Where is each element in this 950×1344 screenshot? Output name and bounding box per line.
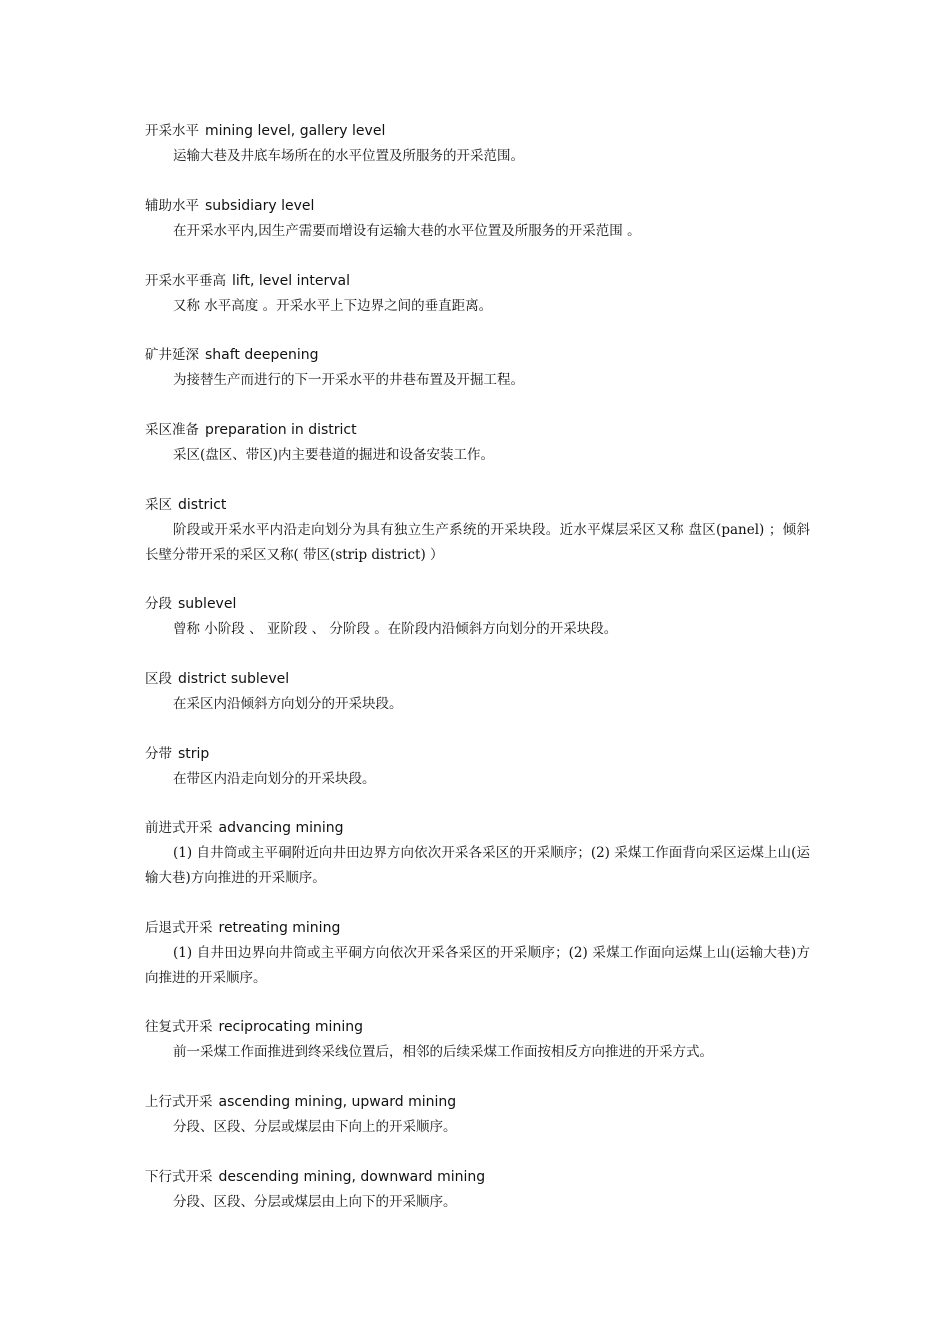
term-heading bbox=[145, 816, 810, 838]
term-english: subsidiary level bbox=[205, 198, 315, 214]
term-definition: 为接替生产而进行的下一开采水平的井巷布置及开掘工程。 bbox=[173, 372, 524, 388]
term-definition: 曾称 小阶段 、 亚阶段 、 分阶段 。在阶段内沿倾斜方向划分的开采块段。 bbox=[173, 621, 618, 637]
term-heading bbox=[145, 269, 810, 291]
glossary-entry bbox=[145, 667, 810, 717]
term-chinese: 前进式开采 bbox=[145, 820, 213, 836]
term-definition: 采区(盘区、带区)内主要巷道的掘进和设备安装工作。 bbox=[173, 447, 495, 463]
glossary-entry bbox=[145, 418, 810, 468]
term-definition: 分段、区段、分层或煤层由上向下的开采顺序。 bbox=[173, 1194, 457, 1210]
glossary-entry bbox=[145, 119, 810, 169]
term-heading bbox=[145, 1015, 810, 1037]
glossary-entry bbox=[145, 592, 810, 642]
term-english: preparation in district bbox=[205, 422, 357, 438]
term-chinese: 下行式开采 bbox=[145, 1169, 213, 1185]
term-english: ascending mining, upward mining bbox=[218, 1094, 457, 1110]
term-heading bbox=[145, 1165, 810, 1187]
term-chinese: 区段 bbox=[145, 671, 172, 687]
term-definition: 在开采水平内,因生产需要而增设有运输大巷的水平位置及所服务的开采范围 。 bbox=[173, 223, 641, 239]
term-heading bbox=[145, 592, 810, 614]
term-chinese: 开采水平垂高 bbox=[145, 273, 226, 289]
term-english: reciprocating mining bbox=[218, 1019, 363, 1035]
glossary-entry bbox=[145, 493, 810, 568]
glossary-entry bbox=[145, 816, 810, 891]
term-chinese: 上行式开采 bbox=[145, 1094, 213, 1110]
term-definition: 在带区内沿走向划分的开采块段。 bbox=[173, 771, 376, 787]
term-english: mining level, gallery level bbox=[205, 123, 386, 139]
term-chinese: 采区 bbox=[145, 497, 172, 513]
term-chinese: 后退式开采 bbox=[145, 920, 213, 936]
term-english: district bbox=[178, 497, 227, 513]
term-definition: 前一采煤工作面推进到终采线位置后，相邻的后续采煤工作面按相反方向推进的开采方式。 bbox=[173, 1044, 713, 1060]
term-chinese: 辅助水平 bbox=[145, 198, 199, 214]
term-definition: 分段、区段、分层或煤层由下向上的开采顺序。 bbox=[173, 1119, 457, 1135]
term-english: strip bbox=[178, 746, 210, 762]
term-english: district sublevel bbox=[178, 671, 290, 687]
term-heading bbox=[145, 343, 810, 365]
term-heading bbox=[145, 742, 810, 764]
term-definition: 阶段或开采水平内沿走向划分为具有独立生产系统的开采块段。近水平煤层采区又称 盘区(panel) ；倾斜长壁分带开采的采区又称( 带区(strip district) ） bbox=[145, 522, 810, 563]
glossary-entry bbox=[145, 742, 810, 792]
term-definition: 运输大巷及井底车场所在的水平位置及所服务的开采范围。 bbox=[173, 148, 524, 164]
glossary-entry bbox=[145, 1165, 810, 1215]
term-definition: 又称 水平高度 。开采水平上下边界之间的垂直距离。 bbox=[173, 298, 493, 314]
term-chinese: 矿井延深 bbox=[145, 347, 199, 363]
term-chinese: 采区准备 bbox=[145, 422, 199, 438]
term-heading bbox=[145, 119, 810, 141]
term-english: advancing mining bbox=[218, 820, 344, 836]
glossary-entry bbox=[145, 343, 810, 393]
term-english: retreating mining bbox=[218, 920, 341, 936]
term-heading bbox=[145, 493, 810, 515]
term-english: descending mining, downward mining bbox=[218, 1169, 486, 1185]
term-chinese: 分段 bbox=[145, 596, 172, 612]
glossary-entry bbox=[145, 916, 810, 991]
glossary-entry bbox=[145, 1090, 810, 1140]
term-definition: 在采区内沿倾斜方向划分的开采块段。 bbox=[173, 696, 403, 712]
term-chinese: 分带 bbox=[145, 746, 172, 762]
term-chinese: 往复式开采 bbox=[145, 1019, 213, 1035]
term-heading bbox=[145, 667, 810, 689]
term-heading bbox=[145, 916, 810, 938]
term-english: shaft deepening bbox=[205, 347, 319, 363]
glossary-entry bbox=[145, 269, 810, 319]
term-english: sublevel bbox=[178, 596, 237, 612]
term-definition: (1) 自井筒或主平硐附近向井田边界方向依次开采各采区的开采顺序；(2) 采煤工作面背向采区运煤上山(运输大巷)方向推进的开采顺序。 bbox=[145, 845, 810, 886]
term-definition: (1) 自井田边界向井筒或主平硐方向依次开采各采区的开采顺序；(2) 采煤工作面向运煤上山(运输大巷)方向推进的开采顺序。 bbox=[145, 945, 810, 986]
glossary-entry bbox=[145, 1015, 810, 1065]
glossary-entry bbox=[145, 194, 810, 244]
term-chinese: 开采水平 bbox=[145, 123, 199, 139]
term-heading bbox=[145, 1090, 810, 1112]
term-heading bbox=[145, 194, 810, 216]
term-english: lift, level interval bbox=[232, 273, 350, 289]
term-heading bbox=[145, 418, 810, 440]
